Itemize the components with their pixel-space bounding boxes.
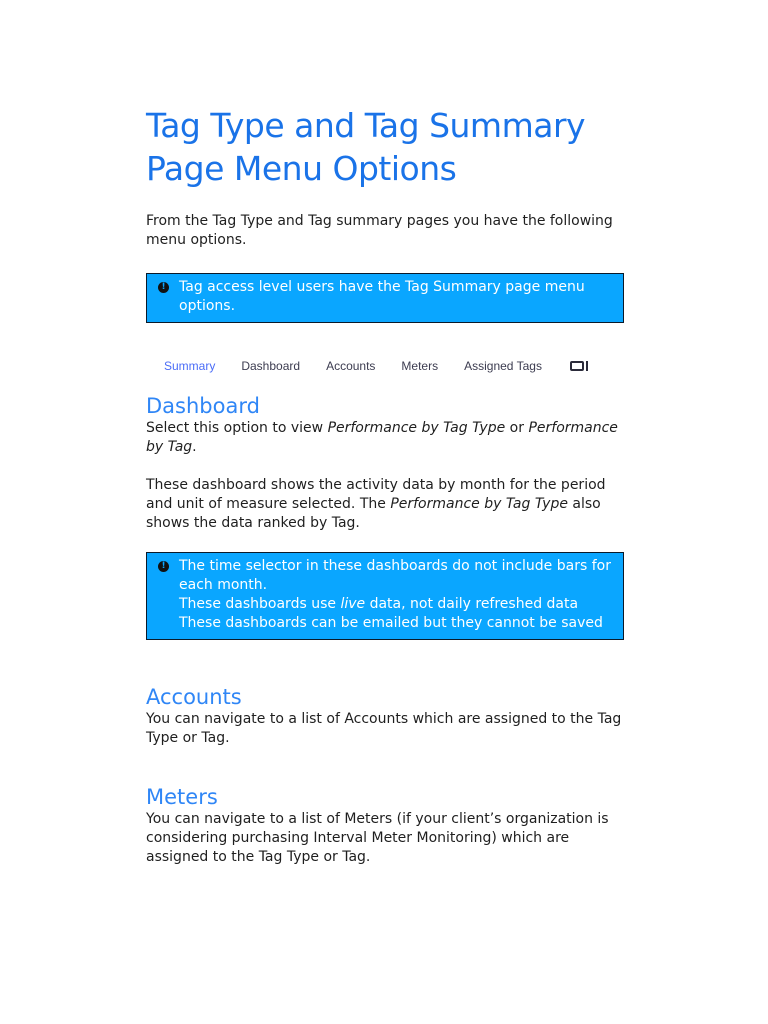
accounts-heading: Accounts — [146, 685, 242, 709]
dashboard-paragraph-2: These dashboard shows the activity data by month for the period and unit of measure selected. The Performance by Tag Type also shows the data ranked by Tag. — [146, 477, 606, 531]
dashboard-note — [146, 552, 624, 640]
dashboard-note-line-1: The time selector in these dashboards do not include bars for each month. — [179, 558, 611, 593]
tab-assigned-tags[interactable]: Assigned Tags — [464, 359, 542, 373]
dashboard-note-line-3: These dashboards can be emailed but they cannot be saved — [179, 615, 603, 631]
meters-text: You can navigate to a list of Meters (if your client’s organization is considering purchasing Interval Meter Monitoring) which are assigned to the Tag Type or Tag. — [146, 811, 609, 865]
tab-menu-image — [146, 354, 624, 378]
tab-accounts[interactable]: Accounts — [326, 359, 376, 373]
dashboard-paragraph-1: Select this option to view Performance by Tag Type or Performance by Tag. — [146, 420, 618, 455]
intro-text: From the Tag Type and Tag summary pages you have the following menu options. — [146, 213, 613, 248]
info-icon: ! — [158, 282, 169, 293]
more-icon[interactable] — [570, 361, 584, 371]
tab-dashboard[interactable]: Dashboard — [241, 359, 301, 373]
accounts-text: You can navigate to a list of Accounts which are assigned to the Tag Type or Tag. — [146, 711, 622, 746]
tab-summary[interactable]: Summary — [164, 359, 216, 373]
page-title-line2: Page Menu Options — [146, 149, 457, 188]
page-title — [146, 104, 624, 190]
document-page — [146, 104, 624, 867]
dashboard-heading: Dashboard — [146, 394, 260, 418]
meters-heading: Meters — [146, 785, 218, 809]
info-note — [146, 273, 624, 323]
info-note-text: Tag access level users have the Tag Summary page menu options. — [179, 279, 585, 314]
dashboard-note-line-2: These dashboards use live data, not daily refreshed data — [179, 596, 579, 612]
tab-meters[interactable]: Meters — [401, 359, 439, 373]
info-icon: ! — [158, 561, 169, 572]
page-title-line1: Tag Type and Tag Summary — [146, 106, 586, 145]
